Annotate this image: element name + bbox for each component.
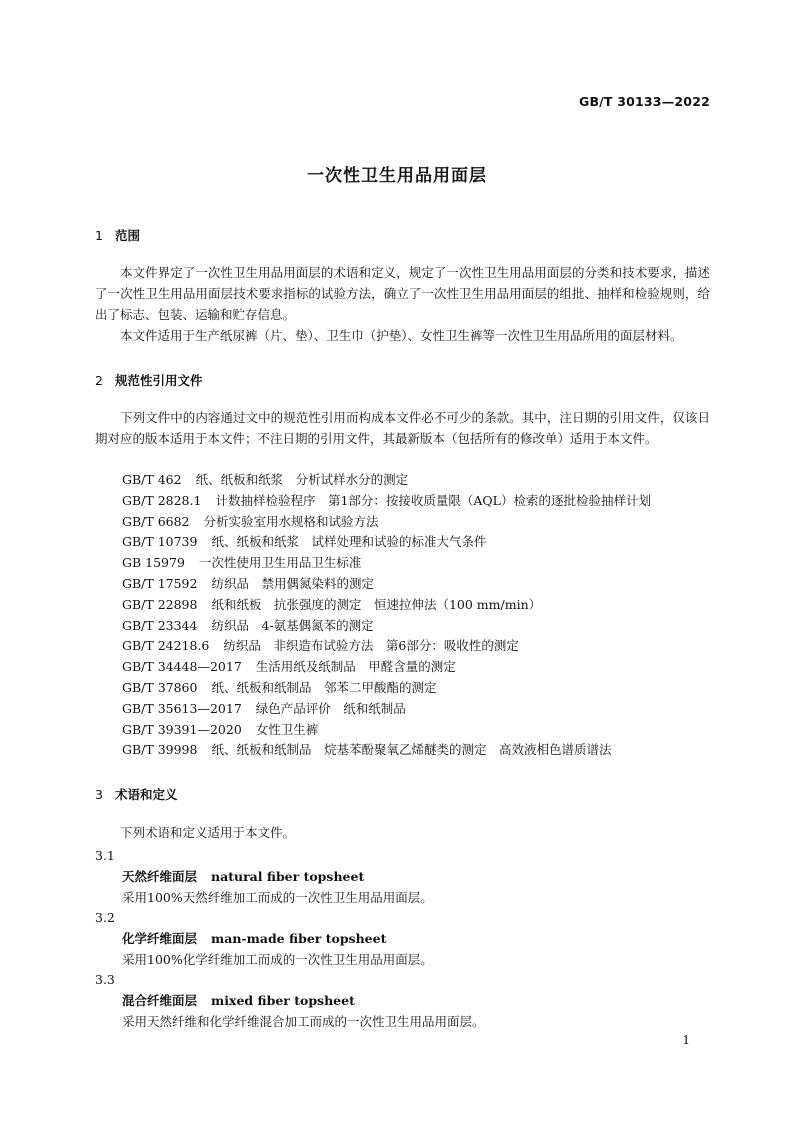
section-number: 2 [95, 373, 103, 388]
term-definition: 采用天然纤维和化学纤维混合加工而成的一次性卫生用品用面层。 [122, 1014, 485, 1029]
term-name-zh: 混合纤维面层 [122, 993, 198, 1008]
section-number: 3 [95, 787, 103, 802]
reference-title: 一次性使用卫生用品卫生标准 [198, 555, 362, 571]
reference-title: 生活用纸及纸制品 甲醛含量的测定 [255, 659, 456, 675]
reference-item [122, 636, 712, 657]
reference-code: GB/T 24218.6 [122, 638, 210, 654]
term-name [122, 991, 355, 1009]
reference-item [122, 699, 712, 720]
references-intro: 下列文件中的内容通过文中的规范性引用而构成本文件必不可少的条款。其中，注日期的引用文件，仅该日期对应的版本适用于本文件；不注日期的引用文件，其最新版本（包括所有的修改单）适用于本文件。 [95, 410, 710, 446]
term-name-en: mixed fiber topsheet [211, 993, 355, 1008]
term-definition: 采用100%化学纤维加工而成的一次性卫生用品用面层。 [122, 952, 433, 967]
term-name-en: man-made fiber topsheet [211, 931, 387, 946]
reference-title: 分析实验室用水规格和试验方法 [203, 513, 379, 529]
document-title: 一次性卫生用品用面层 [307, 166, 487, 186]
term-number: 3.2 [95, 910, 115, 925]
terms-intro: 下列术语和定义适用于本文件。 [120, 825, 296, 840]
reference-title: 纸和纸板 抗张强度的测定 恒速拉伸法（100 mm/min） [211, 596, 542, 612]
reference-item [122, 512, 712, 533]
term-name-en: natural fiber topsheet [211, 869, 365, 884]
reference-item [122, 553, 712, 574]
reference-item [122, 491, 712, 512]
reference-title: 女性卫生裤 [255, 721, 319, 737]
standard-code: GB/T 30133—2022 [578, 94, 710, 109]
reference-code: GB/T 22898 [122, 596, 198, 612]
reference-code: GB/T 34448—2017 [122, 659, 242, 675]
reference-title: 纸、纸板和纸浆 分析试样水分的测定 [195, 472, 409, 487]
reference-code: GB/T 2828.1 [122, 492, 202, 508]
term-name-zh: 天然纤维面层 [122, 869, 198, 884]
section-title: 术语和定义 [115, 787, 178, 802]
reference-code: GB/T 39998 [122, 742, 198, 758]
reference-code: GB/T 17592 [122, 575, 198, 591]
reference-item [122, 616, 712, 637]
reference-title: 纺织品 4-氨基偶氮苯的测定 [211, 617, 374, 633]
reference-title: 计数抽样检验程序 第1部分：按接收质量限（AQL）检索的逐批检验抽样计划 [215, 492, 651, 508]
reference-code: GB/T 23344 [122, 617, 198, 633]
reference-code: GB/T 462 [122, 472, 182, 487]
reference-title: 纺织品 非织造布试验方法 第6部分：吸收性的测定 [223, 638, 519, 654]
reference-code: GB/T 37860 [122, 679, 198, 695]
reference-title: 纸、纸板和纸浆 试样处理和试验的标准大气条件 [211, 534, 487, 550]
reference-item [122, 595, 712, 616]
reference-item [122, 720, 712, 741]
term-number: 3.3 [95, 972, 115, 987]
term-name [122, 929, 386, 947]
scope-paragraph-2: 本文件适用于生产纸尿裤（片、垫）、卫生巾（护垫）、女性卫生裤等一次性卫生用品所用的面层材料。 [120, 328, 683, 343]
reference-title: 纸、纸板和纸制品 烷基苯酚聚氧乙烯醚类的测定 高效液相色谱质谱法 [211, 742, 612, 758]
page-number: 1 [682, 1033, 690, 1047]
reference-item [122, 532, 712, 553]
reference-item [122, 740, 712, 761]
reference-code: GB/T 39391—2020 [122, 721, 242, 737]
reference-item [122, 470, 712, 491]
section-2-heading [95, 371, 203, 389]
reference-item [122, 574, 712, 595]
reference-code: GB/T 10739 [122, 534, 198, 550]
section-title: 范围 [115, 228, 141, 243]
reference-code: GB/T 35613—2017 [122, 700, 242, 716]
scope-paragraph-1: 本文件界定了一次性卫生用品用面层的术语和定义，规定了一次性卫生用品用面层的分类和技术要求，描述了一次性卫生用品用面层技术要求指标的试验方法，确立了一次性卫生用品用面层的组批、抽样和检验规则，给出了标志、包装、运输和贮存信息。 [95, 265, 710, 322]
reference-title: 绿色产品评价 纸和纸制品 [255, 700, 406, 716]
section-3-heading [95, 785, 178, 803]
term-definition: 采用100%天然纤维加工而成的一次性卫生用品用面层。 [122, 890, 433, 905]
section-title: 规范性引用文件 [115, 373, 203, 388]
reference-title: 纺织品 禁用偶氮染料的测定 [211, 575, 374, 591]
term-name-zh: 化学纤维面层 [122, 931, 198, 946]
reference-list [122, 470, 712, 761]
section-1-heading [95, 226, 140, 244]
section-number: 1 [95, 228, 103, 243]
reference-item [122, 678, 712, 699]
reference-code: GB/T 6682 [122, 513, 190, 529]
reference-title: 纸、纸板和纸制品 邻苯二甲酸酯的测定 [211, 679, 437, 695]
term-name [122, 867, 364, 885]
term-number: 3.1 [95, 848, 115, 863]
reference-item [122, 657, 712, 678]
reference-code: GB 15979 [122, 555, 185, 571]
